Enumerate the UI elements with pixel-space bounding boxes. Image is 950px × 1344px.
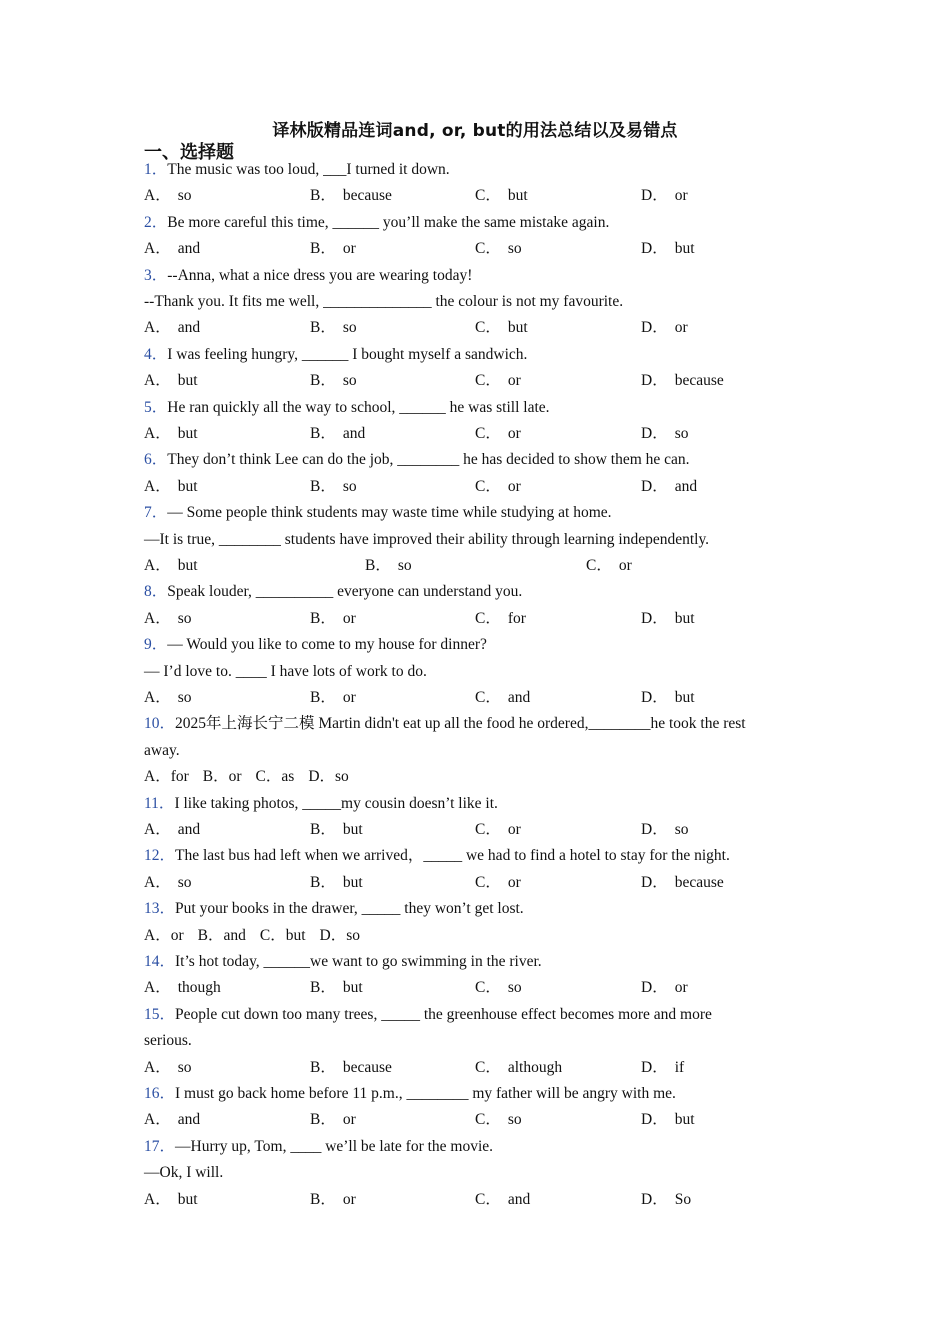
answer-option[interactable] xyxy=(310,817,363,843)
option-letter: D． xyxy=(641,1058,668,1076)
answer-option[interactable] xyxy=(144,421,198,447)
answer-option[interactable] xyxy=(310,1055,392,1081)
answer-option[interactable] xyxy=(475,1107,522,1133)
option-letter: A． xyxy=(144,557,171,574)
option-letter: C． xyxy=(475,873,501,891)
answer-option[interactable] xyxy=(144,927,184,944)
question-text: —Hurry up, Tom, ____ we’ll be late for the movie. xyxy=(175,1137,494,1155)
answer-option[interactable] xyxy=(641,368,724,394)
option-text: so xyxy=(177,873,192,891)
answer-option[interactable] xyxy=(641,975,688,1001)
option-text: so xyxy=(507,1111,522,1129)
option-letter: A． xyxy=(144,187,171,205)
question-number: 11． xyxy=(144,794,175,812)
answer-option[interactable] xyxy=(641,315,688,341)
option-letter: B． xyxy=(310,477,336,495)
option-letter: D． xyxy=(641,873,668,891)
option-text: if xyxy=(674,1058,685,1076)
answer-option[interactable] xyxy=(475,1187,530,1213)
answer-option[interactable] xyxy=(144,236,200,262)
option-letter: B． xyxy=(310,979,336,997)
answer-option[interactable] xyxy=(641,606,695,632)
answer-option[interactable] xyxy=(310,685,356,711)
option-letter: C． xyxy=(475,609,501,627)
option-letter: B． xyxy=(310,1190,336,1208)
option-letter: B． xyxy=(202,768,229,786)
question-text: 2025年上海长宁二模 Martin didn't eat up all the food he ordered,________he took the rest xyxy=(175,715,746,733)
question-text: --Anna, what a nice dress you are wearing today! xyxy=(167,266,473,284)
answer-option[interactable] xyxy=(641,870,724,896)
option-text: or xyxy=(342,1111,356,1129)
option-text: but xyxy=(674,240,695,258)
option-text: or xyxy=(342,240,356,258)
option-text: for xyxy=(507,609,526,627)
option-text: or xyxy=(507,425,521,442)
option-letter: C． xyxy=(475,821,501,838)
answer-option[interactable] xyxy=(475,236,522,262)
question-text: Be more careful this time, ______ you’ll make the same mistake again. xyxy=(167,213,610,231)
answer-option[interactable] xyxy=(365,553,412,579)
answer-option[interactable] xyxy=(475,685,530,711)
answer-option[interactable] xyxy=(310,870,363,896)
answer-option[interactable] xyxy=(310,1187,356,1213)
option-text: but xyxy=(177,372,198,390)
answer-option[interactable] xyxy=(144,1107,200,1133)
answer-option[interactable] xyxy=(475,368,521,394)
question-text: serious. xyxy=(144,1032,192,1050)
answer-option[interactable] xyxy=(475,315,528,341)
question-line xyxy=(144,157,806,183)
question-number: 12． xyxy=(144,847,176,865)
answer-option[interactable] xyxy=(144,870,192,896)
option-letter: D． xyxy=(641,1190,668,1208)
answer-option[interactable] xyxy=(308,768,349,785)
option-text: but xyxy=(342,873,363,891)
option-text: or xyxy=(674,319,688,337)
option-text: so xyxy=(342,477,357,495)
answer-option[interactable] xyxy=(144,474,198,500)
answer-option[interactable] xyxy=(475,975,522,1001)
answer-option[interactable] xyxy=(320,927,361,944)
question-text: People cut down too many trees, _____ the greenhouse effect becomes more and more xyxy=(175,1005,712,1023)
option-text: so xyxy=(177,1058,192,1076)
question-line xyxy=(144,711,806,737)
option-text: because xyxy=(342,187,392,205)
answer-option[interactable] xyxy=(475,474,521,500)
answer-option[interactable] xyxy=(641,183,688,209)
answer-option[interactable] xyxy=(475,1055,562,1081)
question-text: I like taking photos, _____my cousin doesn’t like it. xyxy=(174,794,498,812)
question-number: 9． xyxy=(144,636,168,654)
option-letter: A． xyxy=(144,1111,171,1129)
option-letter: C． xyxy=(475,319,501,337)
answer-option[interactable] xyxy=(144,606,192,632)
option-text: or xyxy=(507,821,521,838)
option-text: though xyxy=(177,979,221,997)
option-text: but xyxy=(507,187,528,205)
option-letter: D． xyxy=(641,187,668,205)
answer-option[interactable] xyxy=(144,183,192,209)
option-text: or xyxy=(674,979,688,997)
question-number: 1． xyxy=(144,161,168,178)
question-line xyxy=(144,1002,806,1028)
answer-option[interactable] xyxy=(144,685,192,711)
option-text: and xyxy=(507,689,531,706)
option-text: because xyxy=(674,873,724,891)
option-letter: A． xyxy=(144,821,171,838)
option-letter: A． xyxy=(144,372,171,390)
answer-option[interactable] xyxy=(475,870,521,896)
question-line xyxy=(144,1134,806,1160)
question-line xyxy=(144,1081,806,1107)
question-text: —Ok, I will. xyxy=(144,1164,224,1182)
answer-option[interactable] xyxy=(310,975,363,1001)
question-text: away. xyxy=(144,741,180,759)
option-text: and xyxy=(177,240,201,258)
answer-option[interactable] xyxy=(310,236,356,262)
question-line xyxy=(144,395,806,421)
question-line xyxy=(144,738,806,764)
question-number: 7． xyxy=(144,504,168,522)
answer-option[interactable] xyxy=(260,927,306,944)
option-letter: B． xyxy=(310,425,336,442)
question-line xyxy=(144,210,806,236)
option-text: or xyxy=(618,557,632,574)
option-letter: C． xyxy=(475,477,501,495)
question-line xyxy=(144,791,806,817)
document-title: 译林版精品连词and, or, but的用法总结以及易错点 xyxy=(272,121,678,141)
option-letter: A． xyxy=(144,979,171,997)
option-letter: A． xyxy=(144,768,171,786)
question-text: — Would you like to come to my house for dinner? xyxy=(167,636,487,654)
answer-option[interactable] xyxy=(310,183,392,209)
question-number: 14． xyxy=(144,953,176,970)
option-text: or xyxy=(507,873,521,891)
option-letter: A． xyxy=(144,319,171,337)
option-letter: D． xyxy=(641,477,668,495)
answer-option[interactable] xyxy=(310,421,365,447)
option-letter: A． xyxy=(144,1058,171,1076)
answer-option[interactable] xyxy=(641,474,697,500)
option-text: because xyxy=(342,1058,392,1076)
option-letter: A． xyxy=(144,1190,171,1208)
option-text: as xyxy=(281,768,295,786)
answer-option[interactable] xyxy=(475,817,521,843)
option-text: although xyxy=(507,1058,563,1076)
option-text: but xyxy=(674,609,695,627)
option-text: and xyxy=(177,821,201,838)
option-letter: D． xyxy=(308,768,336,786)
option-letter: D． xyxy=(641,689,668,706)
option-letter: A． xyxy=(144,609,171,627)
option-letter: D． xyxy=(641,1111,668,1129)
options-row xyxy=(144,923,806,949)
option-letter: A． xyxy=(144,689,171,706)
option-text: but xyxy=(674,1111,695,1129)
option-letter: B． xyxy=(310,609,336,627)
question-line xyxy=(144,263,806,289)
option-letter: B． xyxy=(310,240,336,258)
question-line xyxy=(144,949,806,975)
answer-option[interactable] xyxy=(144,975,221,1001)
option-text: and xyxy=(177,1111,201,1129)
question-number: 6． xyxy=(144,451,168,469)
question-text: They don’t think Lee can do the job, ________ he has decided to show them he can. xyxy=(167,451,690,469)
option-letter: B． xyxy=(365,557,391,574)
answer-option[interactable] xyxy=(144,315,200,341)
option-text: so xyxy=(335,768,349,786)
option-text: or xyxy=(170,926,184,944)
option-letter: C． xyxy=(475,1058,501,1076)
option-letter: C． xyxy=(259,926,286,944)
question-text: The music was too loud, ___I turned it down. xyxy=(167,161,450,178)
option-text: because xyxy=(674,372,724,390)
question-line xyxy=(144,289,806,315)
question-line xyxy=(144,342,806,368)
options-row xyxy=(144,764,806,790)
question-number: 16． xyxy=(144,1085,176,1102)
question-line xyxy=(144,527,806,553)
question-number: 10． xyxy=(144,715,176,733)
answer-option[interactable] xyxy=(586,553,632,579)
option-letter: C． xyxy=(586,557,612,574)
question-line xyxy=(144,447,806,473)
question-number: 3． xyxy=(144,266,168,284)
question-number: 13． xyxy=(144,900,176,918)
option-letter: B． xyxy=(310,319,336,337)
option-letter: C． xyxy=(475,1111,501,1129)
option-text: and xyxy=(342,425,366,442)
option-letter: D． xyxy=(319,926,347,944)
question-line xyxy=(144,632,806,658)
option-text: and xyxy=(507,1190,531,1208)
question-number: 4． xyxy=(144,345,168,363)
option-text: so xyxy=(346,926,361,944)
answer-option[interactable] xyxy=(475,183,528,209)
question-text: It’s hot today, ______we want to go swimming in the river. xyxy=(175,953,542,970)
option-text: but xyxy=(674,689,695,706)
option-letter: D． xyxy=(641,372,668,390)
answer-option[interactable] xyxy=(641,685,695,711)
question-line xyxy=(144,500,806,526)
option-text: and xyxy=(674,477,698,495)
option-text: so xyxy=(177,689,192,706)
answer-option[interactable] xyxy=(144,368,198,394)
option-text: but xyxy=(342,979,363,997)
answer-option[interactable] xyxy=(641,817,689,843)
option-letter: C． xyxy=(475,979,501,997)
option-letter: C． xyxy=(475,689,501,706)
answer-option[interactable] xyxy=(641,1055,684,1081)
option-letter: A． xyxy=(144,873,171,891)
option-text: or xyxy=(674,187,688,205)
option-text: or xyxy=(507,477,521,495)
option-letter: B． xyxy=(310,689,336,706)
option-letter: C． xyxy=(255,768,282,786)
option-text: so xyxy=(342,372,357,390)
question-text: --Thank you. It fits me well, ______________ the colour is not my favourite. xyxy=(144,293,624,310)
option-text: so xyxy=(177,187,192,205)
option-text: so xyxy=(397,557,412,574)
option-text: so xyxy=(674,425,689,442)
option-letter: B． xyxy=(310,1058,336,1076)
question-text: — I’d love to. ____ I have lots of work to do. xyxy=(144,662,427,680)
answer-option[interactable] xyxy=(144,553,198,579)
question-text: Speak louder, __________ everyone can understand you. xyxy=(167,583,523,601)
option-text: so xyxy=(507,979,522,997)
option-text: or xyxy=(507,372,521,390)
question-number: 15． xyxy=(144,1005,176,1023)
question-number: 2． xyxy=(144,213,168,231)
option-text: so xyxy=(342,319,357,337)
answer-option[interactable] xyxy=(475,606,526,632)
option-letter: A． xyxy=(144,477,171,495)
option-letter: C． xyxy=(475,425,501,442)
option-text: but xyxy=(177,557,198,574)
question-line xyxy=(144,1028,806,1054)
question-number: 8． xyxy=(144,583,168,601)
question-line xyxy=(144,1160,806,1186)
question-text: Put your books in the drawer, _____ they won’t get lost. xyxy=(175,900,524,918)
question-number: 5． xyxy=(144,398,168,416)
question-text: The last bus had left when we arrived，_____ we had to find a hotel to stay for the night. xyxy=(175,847,730,865)
answer-option[interactable] xyxy=(641,1187,691,1213)
option-letter: B． xyxy=(310,873,336,891)
option-letter: D． xyxy=(641,240,668,258)
answer-option[interactable] xyxy=(475,421,521,447)
answer-option[interactable] xyxy=(144,1187,198,1213)
option-text: and xyxy=(177,319,201,337)
option-letter: A． xyxy=(144,240,171,258)
option-text: or xyxy=(342,609,356,627)
question-line xyxy=(144,659,806,685)
option-letter: C． xyxy=(475,240,501,258)
option-text: but xyxy=(177,1190,198,1208)
answer-option[interactable] xyxy=(641,1107,695,1133)
answer-option[interactable] xyxy=(310,606,356,632)
option-text: but xyxy=(177,477,198,495)
question-number: 17． xyxy=(144,1137,176,1155)
option-letter: B． xyxy=(310,187,336,205)
answer-option[interactable] xyxy=(310,315,357,341)
option-text: but xyxy=(177,425,198,442)
option-text: but xyxy=(285,926,306,944)
answer-option[interactable] xyxy=(641,236,695,262)
question-text: —It is true, ________ students have improved their ability through learning independently. xyxy=(144,530,710,548)
option-text: for xyxy=(170,768,189,786)
question-text: He ran quickly all the way to school, ______ he was still late. xyxy=(167,398,550,416)
option-letter: C． xyxy=(475,372,501,390)
question-line xyxy=(144,843,806,869)
option-letter: D． xyxy=(641,609,668,627)
question-text: I must go back home before 11 p.m., ________ my father will be angry with me. xyxy=(175,1085,676,1102)
option-text: or xyxy=(342,1190,356,1208)
option-text: or xyxy=(342,689,356,706)
option-letter: B． xyxy=(197,926,224,944)
option-text: but xyxy=(342,821,363,838)
option-text: or xyxy=(228,768,242,786)
answer-option[interactable] xyxy=(310,368,357,394)
option-text: and xyxy=(223,926,246,944)
answer-option[interactable] xyxy=(310,1107,356,1133)
option-text: So xyxy=(674,1190,692,1208)
answer-option[interactable] xyxy=(203,768,242,785)
question-line xyxy=(144,896,806,922)
option-letter: B． xyxy=(310,821,336,838)
option-letter: B． xyxy=(310,372,336,390)
section-heading: 一、选择题 xyxy=(144,142,234,163)
answer-option[interactable] xyxy=(144,768,189,785)
answer-option[interactable] xyxy=(144,1055,192,1081)
answer-option[interactable] xyxy=(256,768,295,785)
option-text: so xyxy=(674,821,689,838)
option-text: so xyxy=(177,609,192,627)
option-letter: D． xyxy=(641,979,668,997)
option-letter: C． xyxy=(475,1190,501,1208)
answer-option[interactable] xyxy=(144,817,200,843)
option-letter: A． xyxy=(144,425,171,442)
option-letter: A． xyxy=(144,926,171,944)
option-text: but xyxy=(507,319,528,337)
answer-option[interactable] xyxy=(198,927,246,944)
question-line xyxy=(144,579,806,605)
answer-option[interactable] xyxy=(310,474,357,500)
question-text: I was feeling hungry, ______ I bought myself a sandwich. xyxy=(167,345,528,363)
option-letter: D． xyxy=(641,821,668,838)
answer-option[interactable] xyxy=(641,421,689,447)
option-letter: B． xyxy=(310,1111,336,1129)
option-letter: D． xyxy=(641,425,668,442)
option-letter: D． xyxy=(641,319,668,337)
question-text: — Some people think students may waste time while studying at home. xyxy=(167,504,612,522)
option-text: so xyxy=(507,240,522,258)
option-letter: C． xyxy=(475,187,501,205)
